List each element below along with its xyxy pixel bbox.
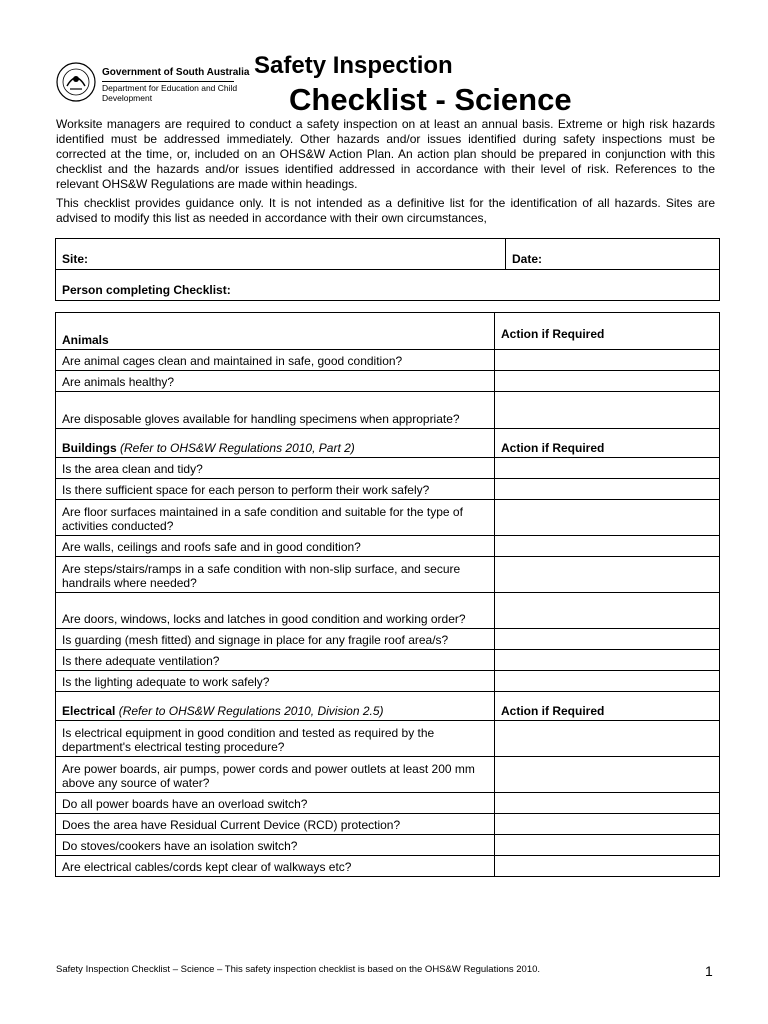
checklist-row [56, 371, 720, 392]
action-cell[interactable] [495, 392, 720, 429]
intro-paragraph-2: This checklist provides guidance only. It is not intended as a definitive list for the identification of all hazards. Sites are advised to modify this list as needed in accordance with their own circumstances, [56, 196, 715, 225]
checklist-row [56, 458, 720, 479]
checklist-row [56, 671, 720, 692]
org-name: Government of South Australia [102, 67, 250, 78]
section-header-row [56, 313, 720, 350]
checklist-row [56, 500, 720, 536]
department-logo [56, 59, 250, 107]
logo-divider [102, 81, 234, 82]
section-title: Electrical [62, 704, 116, 718]
action-cell[interactable] [495, 458, 720, 479]
section-header-row [56, 692, 720, 721]
action-cell[interactable] [495, 479, 720, 500]
checklist-question: Do all power boards have an overload switch? [56, 793, 495, 814]
checklist-question: Are steps/stairs/ramps in a safe condition with non-slip surface, and secure handrails where needed? [56, 557, 495, 593]
checklist-question: Are disposable gloves available for handling specimens when appropriate? [56, 392, 495, 429]
date-field[interactable]: Date: [506, 239, 720, 270]
action-header: Action if Required [495, 313, 720, 350]
state-seal-icon [56, 62, 96, 102]
section-title-cell [56, 313, 495, 350]
checklist-question: Are walls, ceilings and roofs safe and in good condition? [56, 536, 495, 557]
section-title: Animals [62, 333, 109, 347]
checklist-row [56, 835, 720, 856]
section-title-cell [56, 429, 495, 458]
action-cell[interactable] [495, 371, 720, 392]
checklist-row [56, 856, 720, 877]
site-field[interactable]: Site: [56, 239, 506, 270]
title-line-2: Checklist - Science [289, 82, 572, 117]
checklist-question: Are floor surfaces maintained in a safe condition and suitable for the type of activities conducted? [56, 500, 495, 536]
checklist-row [56, 392, 720, 429]
footer-text: Safety Inspection Checklist – Science – This safety inspection checklist is based on the OHS&W Regulations 2010. [56, 964, 541, 975]
action-cell[interactable] [495, 536, 720, 557]
checklist-question: Is there sufficient space for each person to perform their work safely? [56, 479, 495, 500]
checklist-question: Is the area clean and tidy? [56, 458, 495, 479]
section-reference: (Refer to OHS&W Regulations 2010, Division 2.5) [118, 704, 384, 718]
section-header-row [56, 429, 720, 458]
action-cell[interactable] [495, 721, 720, 757]
checklist-row [56, 350, 720, 371]
section-reference: (Refer to OHS&W Regulations 2010, Part 2) [120, 441, 355, 455]
checklist-question: Is the lighting adequate to work safely? [56, 671, 495, 692]
checklist-row [56, 721, 720, 757]
checklist-question: Are animals healthy? [56, 371, 495, 392]
action-cell[interactable] [495, 650, 720, 671]
action-header: Action if Required [495, 429, 720, 458]
checklist-question: Does the area have Residual Current Device (RCD) protection? [56, 814, 495, 835]
action-cell[interactable] [495, 593, 720, 629]
checklist-question: Is guarding (mesh fitted) and signage in place for any fragile roof area/s? [56, 629, 495, 650]
action-cell[interactable] [495, 793, 720, 814]
checklist-question: Do stoves/cookers have an isolation switch? [56, 835, 495, 856]
site-info-table [55, 238, 720, 301]
checklist-row [56, 536, 720, 557]
checklist-row [56, 793, 720, 814]
action-cell[interactable] [495, 629, 720, 650]
checklist-row [56, 629, 720, 650]
checklist-row [56, 593, 720, 629]
checklist-table [55, 312, 720, 877]
action-cell[interactable] [495, 757, 720, 793]
checklist-row [56, 650, 720, 671]
checklist-row [56, 479, 720, 500]
checklist-question: Is electrical equipment in good condition and tested as required by the department's electrical testing procedure? [56, 721, 495, 757]
action-cell[interactable] [495, 557, 720, 593]
title-line-1: Safety Inspection [254, 52, 453, 79]
checklist-row [56, 814, 720, 835]
action-cell[interactable] [495, 350, 720, 371]
section-title-cell [56, 692, 495, 721]
action-cell[interactable] [495, 835, 720, 856]
checklist-row [56, 557, 720, 593]
checklist-question: Are electrical cables/cords kept clear of walkways etc? [56, 856, 495, 877]
person-field[interactable]: Person completing Checklist: [56, 270, 720, 301]
action-cell[interactable] [495, 814, 720, 835]
section-title: Buildings [62, 441, 117, 455]
page-number: 1 [705, 963, 713, 979]
action-header: Action if Required [495, 692, 720, 721]
action-cell[interactable] [495, 856, 720, 877]
checklist-question: Are animal cages clean and maintained in safe, good condition? [56, 350, 495, 371]
dept-name: Department for Education and Child Development [102, 83, 238, 103]
action-cell[interactable] [495, 500, 720, 536]
checklist-row [56, 757, 720, 793]
action-cell[interactable] [495, 671, 720, 692]
intro-paragraph-1: Worksite managers are required to conduct a safety inspection on at least an annual basis. Extreme or high risk hazards identified must be addressed immediately. Other hazards and/or issues identified during safety inspections must be corrected at the time, or, included on an OHS&W Action Plan. An action plan should be prepared in conjunction with this checklist and the hazards and/or issues identified addressed in accordance with their level of risk. References to the relevant OHS&W Regulations are made within headings. [56, 117, 715, 191]
checklist-question: Are power boards, air pumps, power cords and power outlets at least 200 mm above any source of water? [56, 757, 495, 793]
checklist-question: Are doors, windows, locks and latches in good condition and working order? [56, 593, 495, 629]
checklist-question: Is there adequate ventilation? [56, 650, 495, 671]
